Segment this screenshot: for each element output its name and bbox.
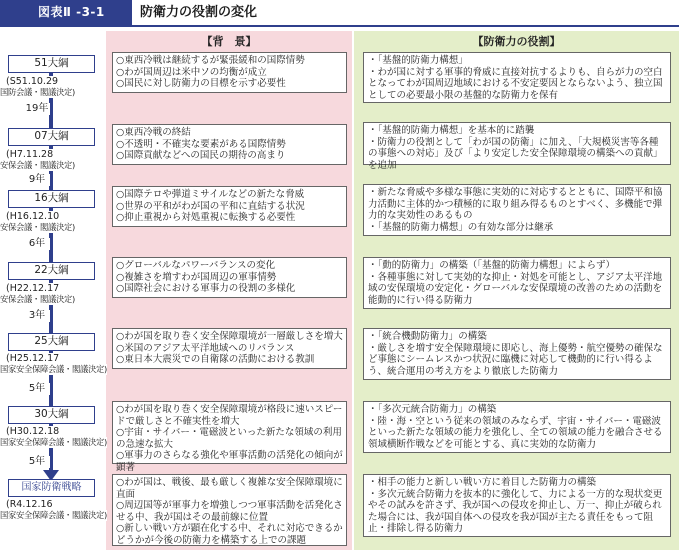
era-name-box: 25大綱 [8, 333, 95, 351]
era-date: (H7.11.28 [6, 149, 54, 160]
background-item: ○国際テロや弾道ミサイルなどの新たな脅威 [116, 189, 305, 200]
role-box [363, 52, 671, 103]
era-gap-label: 3年 [24, 310, 50, 322]
era-name-box: 30大綱 [8, 406, 95, 424]
era-name-box: 22大綱 [8, 262, 95, 280]
role-box [363, 122, 671, 171]
background-item: ○複雑さを増すわが国周辺の軍事情勢 [116, 271, 277, 283]
background-item: ○わが国を取り巻く安全保障環境が格段に速いスピードで厳しさと不確実性を増大 [116, 404, 343, 427]
role-item: ・陸・海・空という従来の領域のみならず、宇宙・サイバー・電磁波といった新たな領域の能力を強化し、全ての領域の能力を融合させる領域横断作戦などを可能とする、真に実効的な防衛力 [368, 415, 663, 450]
background-box [112, 124, 347, 165]
background-item: ○東日本大震災での自衛隊の活動における教訓 [116, 354, 315, 366]
role-box [363, 401, 671, 453]
figure-title: 防衛力の役割の変化 [140, 5, 258, 20]
background-item: ○国際貢献などへの国民の期待の高まり [116, 150, 286, 162]
header-divider [0, 25, 679, 27]
role-item: ・多次元統合防衛力を抜本的に強化して、力による一方的な現状変更やその試みを許さず、我が国への侵攻を抑止し、万一、抑止が破られた場合には、我が国自体への侵攻を我が国が主たる責任をもって阻止・排除し得る防衛力 [368, 488, 663, 535]
background-item: ○わが国周辺は米中ソの均衡が成立 [116, 66, 267, 78]
role-item: ・「動的防衛力」の構築（「基盤的防衛力構想」によらず） [368, 260, 616, 271]
era-decision: 国防会議・閣議決定) [0, 87, 75, 97]
background-box [112, 186, 347, 227]
background-item: ○米国のアジア太平洋地域へのリバランス [116, 342, 295, 354]
role-item: ・各種事態に対して実効的な抑止・対処を可能とし、アジア太平洋地域の安保環境の安定化・グローバルな安保環境の改善のための活動を能動的に行い得る防衛力 [368, 271, 663, 306]
era-date: (H30.12.18 [6, 426, 60, 437]
era-date: (H22.12.17 [6, 283, 60, 294]
background-item: ○宇宙・サイバー・電磁波といった新たな領域の利用の急速な拡大 [116, 427, 342, 450]
role-box [363, 184, 671, 236]
figure-label: 図表Ⅱ -3-1 [0, 0, 132, 25]
era-date: (H25.12.17 [6, 353, 60, 364]
background-item: ○国民に対し防衛力の目標を示す必要性 [116, 78, 286, 90]
role-item: ・新たな脅威や多様な事態に実効的に対応するとともに、国際平和協力活動に主体的かつ積極的に取り組み得るものとすべく、多機能で弾力的な実効性のあるもの [368, 187, 663, 222]
background-item: ○不透明・不確実な要素がある国際情勢 [116, 138, 286, 150]
era-decision: 安保会議・閣議決定) [0, 222, 75, 232]
role-item: ・防衛力の役割として「わが国の防衛」に加え、「大規模災害等各種の事態への対応」及び「より安定した安全保障環境の構築への貢献」を追加 [368, 136, 663, 171]
background-item: ○抑止重視から対処重視に転換する必要性 [116, 212, 296, 224]
era-decision: 国家安全保障会議・閣議決定) [0, 364, 107, 374]
background-box [112, 401, 347, 473]
background-item: ○東西冷戦は継続するが緊張緩和の国際情勢 [116, 55, 305, 66]
era-gap-label: 6年 [24, 238, 50, 250]
background-column-heading: 【背 景】 [201, 35, 257, 48]
background-item: ○わが国を取り巻く安全保障環境が一層厳しさを増大 [116, 331, 343, 342]
era-name-box: 51大綱 [8, 55, 95, 73]
background-item: ○国際社会における軍事力の役割の多様化 [116, 283, 296, 295]
background-item: ○わが国は、戦後、最も厳しく複雑な安全保障環境に直面 [116, 477, 343, 500]
role-item: ・厳しさを増す安全保障環境に即応し、海上優勢・航空優勢の確保など事態にシームレスかつ状況に臨機に対応して機動的に行い得るよう、統合運用の考え方をより徹底した防衛力 [368, 342, 663, 377]
role-item: ・「基盤的防衛力構想」を基本的に踏襲 [368, 125, 535, 136]
era-gap-label: 9年 [24, 174, 50, 186]
role-box [363, 474, 671, 537]
role-item: ・わが国に対する軍事的脅威に直接対抗するよりも、自らが力の空白となってわが国周辺地域における不安定要因とならないよう、独立国としての必要最小限の基盤的な防衛力を保有 [368, 66, 663, 101]
era-decision: 安保会議・閣議決定) [0, 294, 75, 304]
background-box [112, 328, 347, 369]
role-box [363, 328, 671, 380]
role-item: ・「基盤的防衛力構想」 [368, 55, 468, 66]
role-item: ・「多次元統合防衛力」の構築 [368, 404, 497, 415]
era-name-box: 07大綱 [8, 128, 95, 146]
era-gap-label: 5年 [24, 383, 50, 395]
background-item: ○世界の平和がわが国の平和に直結する状況 [116, 200, 305, 212]
era-name-box: 16大綱 [8, 190, 95, 208]
background-box [112, 257, 347, 298]
role-column-heading: 【防衛力の役割】 [472, 35, 561, 48]
era-decision: 国家安全保障会議・閣議決定) [0, 437, 107, 447]
era-date: (S51.10.29 [6, 76, 59, 87]
background-box [112, 52, 347, 93]
era-date: (H16.12.10 [6, 211, 60, 222]
role-item: ・相手の能力と新しい戦い方に着目した防衛力の構築 [368, 477, 597, 488]
era-decision: 安保会議・閣議決定) [0, 160, 75, 170]
background-item: ○新しい戦い方が顕在化する中、それに対応できるかどうかが今後の防衛力を構築する上での課題 [116, 523, 343, 546]
era-name-box: 国家防衛戦略 [8, 479, 95, 497]
background-box [112, 474, 347, 546]
role-item: ・「基盤的防衛力構想」の有効な部分は継承 [368, 221, 554, 233]
era-decision: 国家安全保障会議・閣議決定) [0, 510, 107, 520]
era-date: (R4.12.16 [6, 499, 53, 510]
figure-header [0, 0, 679, 25]
era-gap-label: 5年 [24, 456, 50, 468]
background-item: ○グローバルなパワーバランスの変化 [116, 260, 276, 271]
era-gap-label: 19年 [25, 103, 49, 114]
role-box [363, 257, 671, 309]
background-item: ○東西冷戦の終結 [116, 127, 191, 138]
background-item: ○周辺国等が軍事力を増強しつつ軍事活動を活発化させる中、我が国はその最前線に位置 [116, 500, 343, 523]
role-item: ・「統合機動防衛力」の構築 [368, 331, 487, 342]
background-item: ○軍事力のさらなる強化や軍事活動の活発化の傾向が顕著 [116, 450, 343, 473]
